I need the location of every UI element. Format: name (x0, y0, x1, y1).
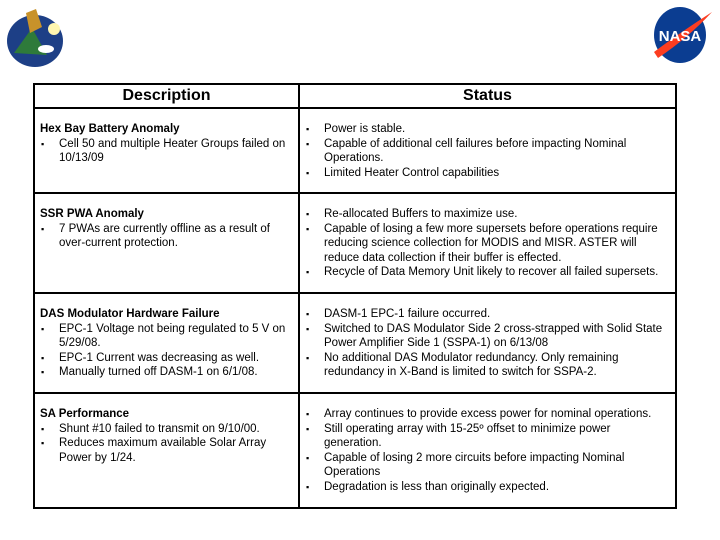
status-item: ▪ Power is stable. (305, 122, 671, 137)
status-item: ▪ Capable of losing 2 more circuits before impacting Nominal Operations (305, 451, 671, 480)
status-item: ▪ Switched to DAS Modulator Side 2 cross-strapped with Solid State Power Amplifier Side 1 (SSPA-1) on 6/13/08 (305, 322, 671, 351)
status-item: ▪ No additional DAS Modulator redundancy. Only remaining redundancy in X-Band is limited to switch for SSPA-2. (305, 351, 671, 380)
row-title: SA Performance (40, 408, 130, 420)
desc-item: ▪ Cell 50 and multiple Heater Groups failed on 10/13/09 (40, 137, 294, 166)
status-table (33, 83, 677, 509)
desc-item: ▪ EPC-1 Current was decreasing as well. (40, 351, 294, 366)
table-header (34, 84, 676, 108)
header-description: Description (34, 84, 299, 108)
desc-item: ▪ Shunt #10 failed to transmit on 9/10/00. (40, 422, 294, 437)
desc-item: ▪ 7 PWAs are currently offline as a result of over-current protection. (40, 222, 294, 251)
status-item: ▪ Still operating array with 15-25º offset to minimize power generation. (305, 422, 671, 451)
header-status: Status (299, 84, 676, 108)
mission-logo (2, 3, 72, 69)
status-item: ▪ DASM-1 EPC-1 failure occurred. (305, 307, 671, 322)
status-item: ▪ Recycle of Data Memory Unit likely to recover all failed supersets. (305, 265, 671, 280)
svg-text:NASA: NASA (658, 28, 702, 45)
row-title: SSR PWA Anomaly (40, 208, 144, 220)
table-row (34, 393, 676, 508)
status-item: ▪ Array continues to provide excess power for nominal operations. (305, 407, 671, 422)
nasa-logo (648, 4, 716, 64)
table-row (34, 193, 676, 293)
row-title: Hex Bay Battery Anomaly (40, 123, 180, 135)
status-item: ▪ Limited Heater Control capabilities (305, 166, 671, 181)
desc-item: ▪ Manually turned off DASM-1 on 6/1/08. (40, 365, 294, 380)
status-item: ▪ Degradation is less than originally expected. (305, 480, 671, 495)
desc-item: ▪ Reduces maximum available Solar Array Power by 1/24. (40, 436, 294, 465)
status-item: ▪ Capable of losing a few more supersets before operations require reducing science collection for MODIS and MISR. ASTER will reduce data collection if their buffer is effected. (305, 222, 671, 266)
table-row (34, 293, 676, 393)
status-item: ▪ Capable of additional cell failures before impacting Nominal Operations. (305, 137, 671, 166)
status-item: ▪ Re-allocated Buffers to maximize use. (305, 207, 671, 222)
desc-item: ▪ EPC-1 Voltage not being regulated to 5 V on 5/29/08. (40, 322, 294, 351)
row-title: DAS Modulator Hardware Failure (40, 308, 220, 320)
table-row (34, 108, 676, 193)
